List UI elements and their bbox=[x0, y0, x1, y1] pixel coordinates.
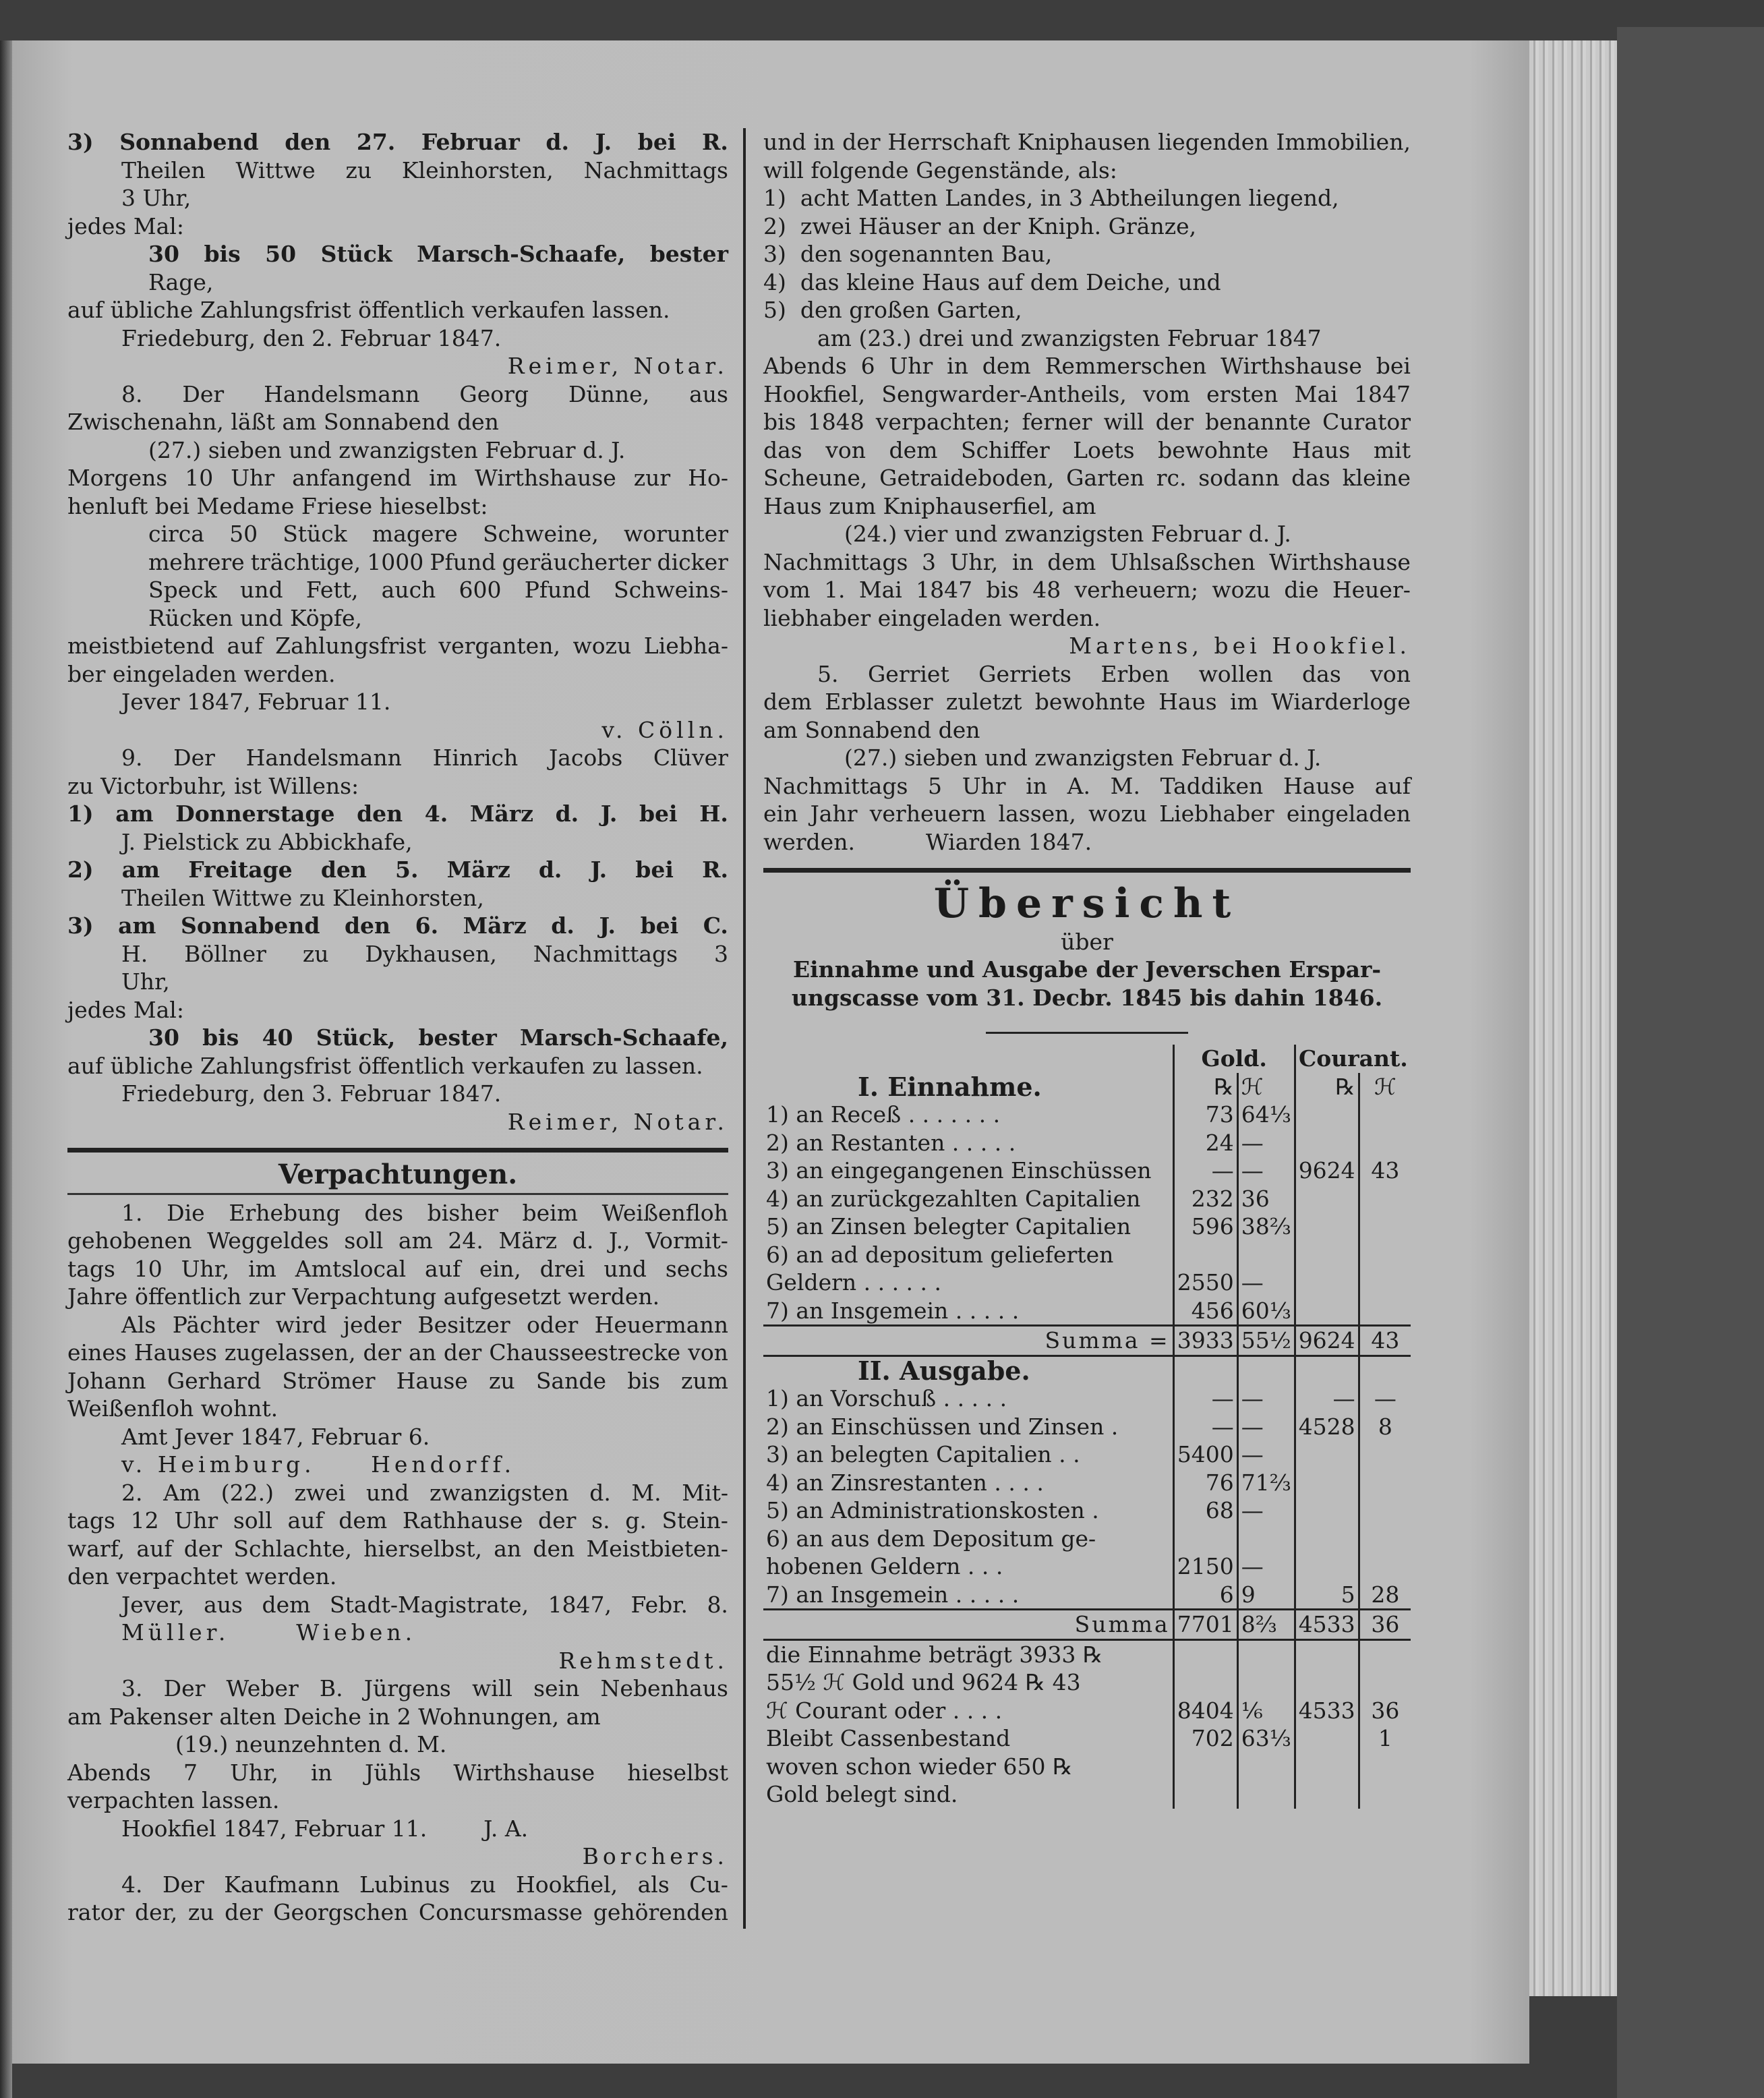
row-label: Geldern . . . . . . bbox=[766, 1269, 942, 1295]
ledger-section-einnahme bbox=[763, 1073, 1411, 1101]
gold-grote bbox=[1237, 1241, 1295, 1269]
gold-grote bbox=[1237, 1753, 1295, 1781]
section-divider bbox=[67, 1148, 728, 1153]
gold-thaler bbox=[1173, 1241, 1237, 1269]
courant-thaler: 4533 bbox=[1295, 1697, 1359, 1725]
right-text-line: dem Erblasser zuletzt bewohnte Haus im Wiarderloge bbox=[763, 689, 1411, 715]
left-text-line: jedes Mal: bbox=[67, 212, 184, 239]
left-text-line: 4. Der Kaufmann Lubinus zu Hookfiel, als Cu- bbox=[121, 1871, 728, 1898]
ausgabe-summa-row bbox=[763, 1610, 1411, 1640]
gold-grote: 36 bbox=[1237, 1185, 1295, 1213]
courant-thaler bbox=[1295, 1552, 1359, 1581]
courant-grote: 43 bbox=[1359, 1326, 1411, 1356]
ledger-header-row bbox=[763, 1045, 1411, 1073]
courant-thaler bbox=[1295, 1213, 1359, 1241]
right-text-line: 2) zwei Häuser an der Kniph. Gränze, bbox=[763, 212, 1197, 239]
unit-rt-gold: ℞ bbox=[1173, 1073, 1237, 1101]
ledger-row bbox=[763, 1496, 1411, 1525]
left-text-line: auf übliche Zahlungsfrist öffentlich verkaufen zu lassen. bbox=[67, 1052, 703, 1079]
left-text-line: warf, auf der Schlachte, hierselbst, an den Meistbieten- bbox=[67, 1535, 728, 1562]
left-text-line: (19.) neunzehnten d. M. bbox=[175, 1731, 447, 1757]
left-text-line: tags 12 Uhr soll auf dem Rathhause der s. g. Stein- bbox=[67, 1507, 728, 1534]
gold-thaler: 8404 bbox=[1173, 1697, 1237, 1725]
book-binding-edge bbox=[0, 40, 12, 2098]
left-text-line: Amt Jever 1847, Februar 6. bbox=[121, 1423, 430, 1450]
row-label: 2) an Einschüssen und Zinsen . bbox=[766, 1413, 1119, 1440]
ledger-row bbox=[763, 1241, 1411, 1269]
gold-thaler: 6 bbox=[1173, 1581, 1237, 1610]
right-text-line: Nachmittags 3 Uhr, in dem Uhlsaßschen Wirthshause bbox=[763, 548, 1411, 575]
courant-thaler bbox=[1295, 1129, 1359, 1157]
overview-sub-ueber: über bbox=[1061, 928, 1113, 955]
right-text-line: werden. Wiarden 1847. bbox=[763, 828, 1092, 855]
row-label: 1) an Receß . . . . . . . bbox=[766, 1101, 1001, 1128]
courant-grote bbox=[1359, 1552, 1411, 1581]
gold-grote: 55½ bbox=[1237, 1326, 1295, 1356]
ledger-section-ausgabe bbox=[763, 1356, 1411, 1385]
left-text-line: Reimer, Notar. bbox=[507, 353, 728, 379]
left-text-line: rator der, zu der Georgschen Concursmasse gehörenden bbox=[67, 1899, 728, 1925]
einnahme-summa-row bbox=[763, 1326, 1411, 1356]
gold-grote: — bbox=[1237, 1269, 1295, 1297]
left-text-line: Theilen Wittwe zu Kleinhorsten, Nachmittags bbox=[121, 156, 728, 183]
left-text-line: Friedeburg, den 2. Februar 1847. bbox=[121, 324, 502, 351]
row-label: die Einnahme beträgt 3933 ℞ bbox=[766, 1641, 1103, 1668]
gold-grote: — bbox=[1237, 1129, 1295, 1157]
courant-grote: 43 bbox=[1359, 1157, 1411, 1185]
left-text-line: verpachten lassen. bbox=[67, 1787, 280, 1813]
gold-grote bbox=[1237, 1639, 1295, 1668]
left-text-line: 2) am Freitage den 5. März d. J. bei R. bbox=[67, 856, 728, 883]
courant-thaler bbox=[1295, 1724, 1359, 1753]
courant-thaler: 4528 bbox=[1295, 1413, 1359, 1441]
courant-thaler: 4533 bbox=[1295, 1610, 1359, 1640]
gold-thaler: — bbox=[1173, 1413, 1237, 1441]
ledger-row bbox=[763, 1269, 1411, 1297]
gold-grote: — bbox=[1237, 1496, 1295, 1525]
gold-thaler bbox=[1173, 1780, 1237, 1809]
overview-title: Übersicht bbox=[933, 880, 1241, 927]
ledger-row bbox=[763, 1129, 1411, 1157]
left-text-line: 2. Am (22.) zwei und zwanzigsten d. M. Mit- bbox=[121, 1479, 728, 1506]
left-text-line: Morgens 10 Uhr anfangend im Wirthshause zur Ho- bbox=[67, 465, 728, 491]
left-text-line: Johann Gerhard Strömer Hause zu Sande bis zum bbox=[67, 1367, 728, 1394]
page-stack-edges bbox=[1529, 40, 1617, 1996]
row-label: 4) an zurückgezahlten Capitalien bbox=[766, 1185, 1141, 1212]
gold-thaler bbox=[1173, 1668, 1237, 1697]
courant-thaler bbox=[1295, 1440, 1359, 1469]
gold-grote: 8⅔ bbox=[1237, 1610, 1295, 1640]
right-column-text bbox=[763, 128, 1411, 856]
left-text-line: v. Cölln. bbox=[601, 716, 728, 743]
row-label: woven schon wieder 650 ℞ bbox=[766, 1753, 1073, 1780]
courant-grote bbox=[1359, 1753, 1411, 1781]
overview-divider bbox=[763, 868, 1411, 873]
overview-sub-line2: ungscasse vom 31. Decbr. 1845 bis dahin 1846. bbox=[791, 984, 1383, 1011]
left-text-line: 1. Die Erhebung des bisher beim Weißenfloh bbox=[121, 1199, 728, 1226]
courant-grote bbox=[1359, 1101, 1411, 1129]
courant-grote bbox=[1359, 1185, 1411, 1213]
left-text-line: den verpachtet werden. bbox=[67, 1563, 337, 1590]
right-text-line: 5) den großen Garten, bbox=[763, 297, 1022, 323]
left-text-line: Uhr, bbox=[121, 968, 170, 995]
right-text-line: (27.) sieben und zwanzigsten Februar d. J. bbox=[844, 745, 1322, 771]
book-cover bbox=[1617, 27, 1764, 2098]
right-text-line: 3) den sogenannten Bau, bbox=[763, 241, 1053, 267]
courant-grote: 36 bbox=[1359, 1610, 1411, 1640]
left-text-line: auf übliche Zahlungsfrist öffentlich verkaufen lassen. bbox=[67, 297, 670, 323]
ledger-row bbox=[763, 1213, 1411, 1241]
left-text-line: Speck und Fett, auch 600 Pfund Schweins- bbox=[148, 577, 728, 603]
courant-thaler: 5 bbox=[1295, 1581, 1359, 1610]
gold-thaler bbox=[1173, 1753, 1237, 1781]
right-text-line: Scheune, Getraideboden, Garten rc. sodann das kleine bbox=[763, 465, 1411, 491]
right-text-line: Martens, bei Hookfiel. bbox=[1069, 633, 1411, 659]
gold-thaler: 73 bbox=[1173, 1101, 1237, 1129]
gold-thaler: — bbox=[1173, 1385, 1237, 1413]
ledger-row bbox=[763, 1157, 1411, 1185]
right-text-line: vom 1. Mai 1847 bis 48 verheuern; wozu die Heuer- bbox=[763, 577, 1411, 603]
courant-thaler bbox=[1295, 1297, 1359, 1326]
row-label: 3) an eingegangenen Einschüssen bbox=[766, 1157, 1152, 1184]
right-text-line: am (23.) drei und zwanzigsten Februar 1847 bbox=[817, 324, 1322, 351]
section-label: I. Einnahme. bbox=[858, 1071, 1042, 1102]
gold-thaler: 24 bbox=[1173, 1129, 1237, 1157]
row-label: 7) an Insgemein . . . . . bbox=[766, 1581, 1020, 1608]
ledger-row bbox=[763, 1297, 1411, 1326]
unit-gr-gold: ℋ bbox=[1237, 1073, 1295, 1101]
courant-header: Courant. bbox=[1295, 1045, 1411, 1073]
left-text-line: jedes Mal: bbox=[67, 996, 184, 1023]
gold-grote bbox=[1237, 1525, 1295, 1553]
courant-thaler: 9624 bbox=[1295, 1157, 1359, 1185]
courant-grote: — bbox=[1359, 1385, 1411, 1413]
courant-thaler bbox=[1295, 1525, 1359, 1553]
gold-thaler bbox=[1173, 1525, 1237, 1553]
left-text-line: 9. Der Handelsmann Hinrich Jacobs Clüver bbox=[121, 745, 728, 771]
right-column bbox=[763, 128, 1411, 1809]
left-text-line: circa 50 Stück magere Schweine, worunter bbox=[148, 521, 728, 547]
gold-grote: 64⅓ bbox=[1237, 1101, 1295, 1129]
courant-grote bbox=[1359, 1129, 1411, 1157]
row-label: 1) an Vorschuß . . . . . bbox=[766, 1385, 1007, 1411]
right-text-line: am Sonnabend den bbox=[763, 716, 980, 743]
ledger-row bbox=[763, 1639, 1411, 1668]
gold-header: Gold. bbox=[1173, 1045, 1295, 1073]
gold-grote: — bbox=[1237, 1440, 1295, 1469]
left-text-line: Rage, bbox=[148, 268, 214, 295]
left-text-line: Reimer, Notar. bbox=[507, 1108, 728, 1135]
ledger-row bbox=[763, 1753, 1411, 1781]
courant-thaler bbox=[1295, 1241, 1359, 1269]
unit-gr-courant: ℋ bbox=[1359, 1073, 1411, 1101]
courant-thaler bbox=[1295, 1101, 1359, 1129]
left-text-line: Jever 1847, Februar 11. bbox=[121, 689, 391, 715]
gold-grote: ⅙ bbox=[1237, 1697, 1295, 1725]
right-text-line: 1) acht Matten Landes, in 3 Abtheilungen liegend, bbox=[763, 185, 1339, 211]
row-label: Summa = bbox=[763, 1326, 1173, 1356]
row-label: 2) an Restanten . . . . . bbox=[766, 1129, 1016, 1156]
left-text-line: Jahre öffentlich zur Verpachtung aufgesetzt werden. bbox=[67, 1283, 660, 1310]
left-text-line: am Pakenser alten Deiche in 2 Wohnungen, am bbox=[67, 1703, 601, 1730]
left-text-line: Rücken und Köpfe, bbox=[148, 604, 362, 631]
gold-thaler: 3933 bbox=[1173, 1326, 1237, 1356]
left-text-line: 3 Uhr, bbox=[121, 185, 192, 211]
left-text-line: Jever, aus dem Stadt-Magistrate, 1847, Febr. 8. bbox=[121, 1591, 728, 1618]
ledger-row bbox=[763, 1101, 1411, 1129]
left-text-line: (27.) sieben und zwanzigsten Februar d. J. bbox=[148, 436, 626, 463]
courant-grote bbox=[1359, 1213, 1411, 1241]
left-text-line: eines Hauses zugelassen, der an der Chausseestrecke von bbox=[67, 1339, 728, 1366]
left-text-line: 30 bis 40 Stück, bester Marsch-Schaafe, bbox=[148, 1024, 728, 1051]
right-text-line: 4) das kleine Haus auf dem Deiche, und bbox=[763, 268, 1221, 295]
left-text-line: 3. Der Weber B. Jürgens will sein Nebenhaus bbox=[121, 1675, 728, 1701]
courant-grote bbox=[1359, 1639, 1411, 1668]
gold-grote: 60⅓ bbox=[1237, 1297, 1295, 1326]
gold-grote: — bbox=[1237, 1385, 1295, 1413]
courant-thaler bbox=[1295, 1668, 1359, 1697]
row-label: 3) an belegten Capitalien . . bbox=[766, 1441, 1080, 1467]
left-text-line: Rehmstedt. bbox=[558, 1647, 728, 1674]
ledger-table bbox=[763, 1045, 1411, 1809]
row-label: 5) an Zinsen belegter Capitalien bbox=[766, 1213, 1131, 1240]
left-text-line: 30 bis 50 Stück Marsch-Schaafe, bester bbox=[148, 241, 728, 267]
left-column bbox=[67, 128, 728, 1927]
courant-thaler bbox=[1295, 1469, 1359, 1497]
row-label: Gold belegt sind. bbox=[766, 1781, 958, 1807]
gold-thaler: 76 bbox=[1173, 1469, 1237, 1497]
courant-thaler bbox=[1295, 1185, 1359, 1213]
courant-thaler bbox=[1295, 1639, 1359, 1668]
gold-thaler: 2550 bbox=[1173, 1269, 1237, 1297]
courant-grote: 1 bbox=[1359, 1724, 1411, 1753]
courant-grote bbox=[1359, 1269, 1411, 1297]
left-text-line: Hookfiel 1847, Februar 11. J. A. bbox=[121, 1815, 529, 1842]
row-label: hobenen Geldern . . . bbox=[766, 1553, 1003, 1579]
einnahme-rows bbox=[763, 1101, 1411, 1326]
ledger-row bbox=[763, 1185, 1411, 1213]
left-text-line: 3) Sonnabend den 27. Februar d. J. bei R. bbox=[67, 129, 728, 155]
courant-grote: 28 bbox=[1359, 1581, 1411, 1610]
left-text-line: meistbietend auf Zahlungsfrist verganten, wozu Liebha- bbox=[67, 633, 728, 659]
courant-thaler bbox=[1295, 1496, 1359, 1525]
gold-thaler: 702 bbox=[1173, 1724, 1237, 1753]
row-label: 5) an Administrationskosten . bbox=[766, 1497, 1099, 1523]
ledger-row bbox=[763, 1440, 1411, 1469]
courant-grote bbox=[1359, 1440, 1411, 1469]
left-text-line: Müller. Wieben. bbox=[121, 1619, 417, 1645]
right-text-line: Nachmittags 5 Uhr in A. M. Taddiken Hause auf bbox=[763, 772, 1411, 799]
gold-grote bbox=[1237, 1780, 1295, 1809]
right-text-line: Abends 6 Uhr in dem Remmerschen Wirthshause bei bbox=[763, 353, 1411, 379]
left-text-line: zu Victorbuhr, ist Willens: bbox=[67, 772, 359, 799]
ledger-row bbox=[763, 1525, 1411, 1553]
left-column-text-2 bbox=[67, 1199, 728, 1927]
left-text-line: Weißenfloh wohnt. bbox=[67, 1395, 278, 1422]
right-text-line: bis 1848 verpachten; ferner will der benannte Curator bbox=[763, 409, 1411, 435]
gold-grote: — bbox=[1237, 1552, 1295, 1581]
ledger-row bbox=[763, 1552, 1411, 1581]
right-text-line: liebhaber eingeladen werden. bbox=[763, 604, 1101, 631]
left-text-line: H. Böllner zu Dykhausen, Nachmittags 3 bbox=[121, 940, 728, 967]
ausgabe-rows bbox=[763, 1385, 1411, 1610]
row-label: 6) an ad depositum gelieferten bbox=[766, 1241, 1114, 1268]
right-text-line: Hookfiel, Sengwarder-Antheils, vom ersten Mai 1847 bbox=[763, 380, 1411, 407]
gold-grote: — bbox=[1237, 1413, 1295, 1441]
balance-rows bbox=[763, 1639, 1411, 1809]
overview-sub-line1: Einnahme und Ausgabe der Jeverschen Erspar- bbox=[792, 956, 1382, 983]
left-text-line: tags 10 Uhr, im Amtslocal auf ein, drei und sechs bbox=[67, 1255, 728, 1282]
left-text-line: 1) am Donnerstage den 4. März d. J. bei H. bbox=[67, 800, 728, 827]
left-column-text bbox=[67, 128, 728, 1136]
courant-grote: 36 bbox=[1359, 1697, 1411, 1725]
gold-grote: 38⅔ bbox=[1237, 1213, 1295, 1241]
savings-bank-ledger bbox=[763, 1045, 1411, 1809]
gold-thaler: 232 bbox=[1173, 1185, 1237, 1213]
ledger-row bbox=[763, 1469, 1411, 1497]
right-text-line: Haus zum Kniphauserfiel, am bbox=[763, 492, 1096, 519]
gold-thaler: 68 bbox=[1173, 1496, 1237, 1525]
row-label: Bleibt Cassenbestand bbox=[766, 1725, 1011, 1751]
courant-thaler bbox=[1295, 1753, 1359, 1781]
row-label: Summa bbox=[763, 1610, 1173, 1640]
ledger-row bbox=[763, 1581, 1411, 1610]
left-text-line: 3) am Sonnabend den 6. März d. J. bei C. bbox=[67, 912, 728, 939]
left-text-line: v. Heimburg. Hendorff. bbox=[121, 1451, 516, 1478]
column-separator bbox=[743, 128, 746, 1929]
section-heading-verpachtungen: Verpachtungen. bbox=[278, 1159, 518, 1190]
left-text-line: mehrere trächtige, 1000 Pfund geräucherter dicker bbox=[148, 548, 728, 575]
courant-grote bbox=[1359, 1241, 1411, 1269]
heading-rule bbox=[67, 1193, 728, 1195]
row-label: 55½ ℋ Gold und 9624 ℞ 43 bbox=[766, 1669, 1081, 1695]
courant-grote bbox=[1359, 1496, 1411, 1525]
gold-grote: 71⅔ bbox=[1237, 1469, 1295, 1497]
left-text-line: 8. Der Handelsmann Georg Dünne, aus bbox=[121, 380, 728, 407]
left-text-line: Borchers. bbox=[582, 1843, 728, 1869]
gold-grote: — bbox=[1237, 1157, 1295, 1185]
left-text-line: ber eingeladen werden. bbox=[67, 660, 336, 687]
gold-thaler: 5400 bbox=[1173, 1440, 1237, 1469]
row-label: 7) an Insgemein . . . . . bbox=[766, 1297, 1020, 1324]
right-text-line: (24.) vier und zwanzigsten Februar d. J. bbox=[844, 521, 1291, 547]
gold-thaler: 7701 bbox=[1173, 1610, 1237, 1640]
courant-grote bbox=[1359, 1780, 1411, 1809]
courant-thaler: 9624 bbox=[1295, 1326, 1359, 1356]
row-label: 6) an aus dem Depositum ge- bbox=[766, 1525, 1096, 1552]
ledger-row bbox=[763, 1697, 1411, 1725]
left-text-line: henluft bei Medame Friese hieselbst: bbox=[67, 492, 488, 519]
gold-grote: 63⅓ bbox=[1237, 1724, 1295, 1753]
row-label: 4) an Zinsrestanten . . . . bbox=[766, 1469, 1044, 1496]
right-text-line: das von dem Schiffer Loets bewohnte Haus mit bbox=[763, 436, 1411, 463]
courant-grote bbox=[1359, 1297, 1411, 1326]
gold-thaler: 2150 bbox=[1173, 1552, 1237, 1581]
left-text-line: Als Pächter wird jeder Besitzer oder Heuermann bbox=[121, 1311, 728, 1338]
gold-thaler: 596 bbox=[1173, 1213, 1237, 1241]
ledger-row bbox=[763, 1668, 1411, 1697]
row-label: ℋ Courant oder . . . . bbox=[766, 1697, 1003, 1724]
courant-grote bbox=[1359, 1469, 1411, 1497]
courant-grote bbox=[1359, 1525, 1411, 1553]
ledger-row bbox=[763, 1724, 1411, 1753]
right-text-line: ein Jahr verheuern lassen, wozu Liebhaber eingeladen bbox=[763, 800, 1411, 827]
section-label: II. Ausgabe. bbox=[858, 1355, 1030, 1386]
unit-rt-courant: ℞ bbox=[1295, 1073, 1359, 1101]
left-text-line: J. Pielstick zu Abbickhafe, bbox=[121, 828, 413, 855]
left-text-line: Zwischenahn, läßt am Sonnabend den bbox=[67, 409, 499, 435]
right-text-line: 5. Gerriet Gerriets Erben wollen das von bbox=[817, 660, 1411, 687]
ledger-row bbox=[763, 1780, 1411, 1809]
gold-thaler: 456 bbox=[1173, 1297, 1237, 1326]
courant-grote: 8 bbox=[1359, 1413, 1411, 1441]
courant-thaler bbox=[1295, 1269, 1359, 1297]
left-text-line: Abends 7 Uhr, in Jühls Wirthshause hieselbst bbox=[67, 1759, 728, 1786]
ledger-row bbox=[763, 1385, 1411, 1413]
right-text-line: will folgende Gegenstände, als: bbox=[763, 156, 1117, 183]
left-text-line: gehobenen Weggeldes soll am 24. März d. J., Vormit- bbox=[67, 1227, 728, 1254]
gold-thaler bbox=[1173, 1639, 1237, 1668]
gold-thaler: — bbox=[1173, 1157, 1237, 1185]
ledger-row bbox=[763, 1413, 1411, 1441]
gold-grote: 9 bbox=[1237, 1581, 1295, 1610]
gold-grote bbox=[1237, 1668, 1295, 1697]
left-text-line: Theilen Wittwe zu Kleinhorsten, bbox=[121, 884, 484, 911]
courant-thaler bbox=[1295, 1780, 1359, 1809]
courant-grote bbox=[1359, 1668, 1411, 1697]
right-text-line: und in der Herrschaft Kniphausen liegenden Immobilien, bbox=[763, 129, 1411, 155]
courant-thaler: — bbox=[1295, 1385, 1359, 1413]
left-text-line: Friedeburg, den 3. Februar 1847. bbox=[121, 1080, 502, 1107]
short-rule bbox=[986, 1032, 1188, 1034]
